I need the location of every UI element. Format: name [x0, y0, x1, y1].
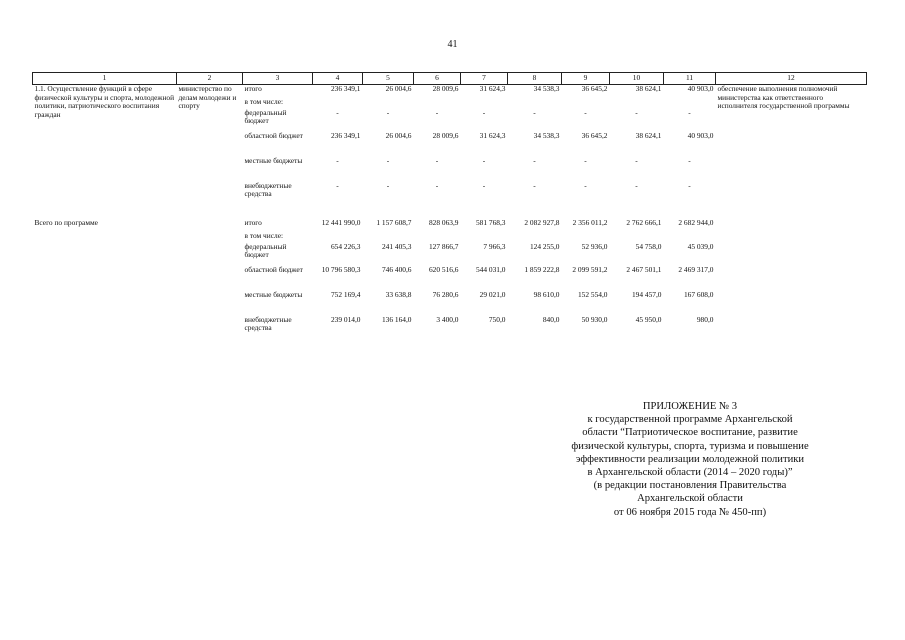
funding-value: 3 400,0: [436, 314, 459, 324]
appendix-line: (в редакции постановления Правительства: [593, 480, 787, 492]
funding-value: 31 624,3: [479, 84, 506, 93]
funding-value: [664, 232, 716, 243]
funding-value: 2 082 927,8: [524, 217, 560, 227]
funding-value: 38 624,1: [635, 130, 662, 140]
funding-value: [508, 232, 562, 243]
funding-value: 38 624,1: [635, 84, 662, 93]
funding-value: [363, 232, 414, 243]
funding-value: 2 469 317,0: [678, 264, 714, 274]
measure-name: Всего по программе: [34, 217, 98, 227]
table-row: [33, 85, 867, 98]
column-header: 1: [33, 73, 177, 85]
appendix-line: физической культуры, спорта, туризма и повышение: [571, 440, 809, 452]
funding-source-label: федеральный бюджет: [244, 241, 287, 260]
funding-value: [610, 98, 664, 109]
block-spacer: [33, 207, 867, 219]
funding-value: -: [533, 180, 536, 190]
funding-value: 828 063,9: [428, 217, 459, 227]
funding-value: 136 164,0: [381, 314, 412, 324]
funding-value: 36 645,2: [581, 130, 608, 140]
funding-value: 33 638,8: [385, 289, 412, 299]
funding-value: 28 009,6: [432, 84, 459, 93]
funding-value: 1 157 608,7: [376, 217, 412, 227]
funding-value: 544 031,0: [475, 264, 506, 274]
funding-value: -: [584, 155, 587, 165]
funding-source-label: местные бюджеты: [244, 155, 303, 165]
funding-value: -: [336, 107, 339, 117]
funding-value: 45 039,0: [687, 241, 714, 251]
funding-value: [508, 98, 562, 109]
funding-source-label: внебюджетные средства: [244, 314, 292, 333]
column-header: 12: [716, 73, 867, 85]
funding-value: 1 859 222,8: [524, 264, 560, 274]
funding-value: -: [584, 107, 587, 117]
expected-result: [716, 219, 867, 341]
funding-value: [363, 98, 414, 109]
column-header: 6: [414, 73, 461, 85]
funding-value: 40 903,0: [687, 130, 714, 140]
funding-value: 76 280,6: [432, 289, 459, 299]
funding-value: -: [482, 180, 486, 190]
funding-value: -: [386, 155, 390, 165]
funding-value: -: [635, 180, 638, 190]
column-header: 4: [313, 73, 363, 85]
funding-source-label: в том числе:: [244, 96, 284, 106]
funding-value: 36 645,2: [581, 84, 608, 93]
funding-value: 98 610,0: [533, 289, 560, 299]
funding-value: -: [336, 155, 339, 165]
column-header: 7: [461, 73, 508, 85]
funding-value: 152 554,0: [577, 289, 608, 299]
funding-value: 167 608,0: [683, 289, 714, 299]
funding-value: 2 356 011,2: [572, 217, 608, 227]
program-funding-table: [32, 72, 867, 341]
funding-value: -: [435, 107, 439, 117]
funding-value: 34 538,3: [533, 130, 560, 140]
funding-value: 236 349,1: [330, 130, 361, 140]
funding-value: 54 758,0: [635, 241, 662, 251]
funding-value: 10 796 580,3: [321, 264, 361, 274]
funding-value: 980,0: [696, 314, 714, 324]
page-number: 41: [447, 39, 458, 50]
column-header: 8: [508, 73, 562, 85]
funding-value: 26 004,6: [385, 84, 412, 93]
funding-value: 127 866,7: [428, 241, 459, 251]
funding-value: [461, 98, 508, 109]
executor-name: [177, 219, 243, 341]
table-body: [33, 85, 867, 341]
column-header: 3: [243, 73, 313, 85]
funding-value: -: [688, 180, 691, 190]
funding-value: [562, 98, 610, 109]
appendix-line: области “Патриотическое воспитание, развитие: [582, 427, 798, 439]
funding-value: [664, 98, 716, 109]
funding-value: [313, 98, 363, 109]
funding-source-label: внебюджетные средства: [244, 180, 292, 199]
funding-value: 31 624,3: [479, 130, 506, 140]
funding-value: -: [635, 107, 638, 117]
funding-value: -: [584, 180, 587, 190]
funding-value: 45 950,0: [635, 314, 662, 324]
funding-value: -: [482, 155, 486, 165]
funding-source-label: областной бюджет: [244, 264, 303, 274]
funding-value: 239 014,0: [330, 314, 361, 324]
funding-value: 12 441 990,0: [321, 217, 361, 227]
funding-source-label: федеральный бюджет: [244, 107, 287, 126]
funding-value: 124 255,0: [529, 241, 560, 251]
spacer-cell: [33, 207, 867, 219]
funding-value: 2 099 591,2: [572, 264, 608, 274]
funding-value: 194 457,0: [631, 289, 662, 299]
funding-value: [313, 232, 363, 243]
funding-value: 40 903,0: [687, 84, 714, 93]
funding-source-label: итого: [244, 217, 262, 227]
funding-value: [562, 232, 610, 243]
appendix-line: Архангельской области: [637, 493, 743, 505]
column-header: 2: [177, 73, 243, 85]
funding-source-label: в том числе:: [244, 230, 284, 240]
funding-value: [414, 98, 461, 109]
column-header: 10: [610, 73, 664, 85]
funding-value: 840,0: [542, 314, 560, 324]
funding-value: -: [435, 155, 439, 165]
funding-value: 7 966,3: [483, 241, 506, 251]
column-header: 11: [664, 73, 716, 85]
funding-value: 50 930,0: [581, 314, 608, 324]
funding-value: -: [482, 107, 486, 117]
funding-value: [610, 232, 664, 243]
funding-value: -: [386, 180, 390, 190]
funding-value: 752 169,4: [330, 289, 361, 299]
funding-value: -: [688, 155, 691, 165]
funding-value: 654 226,3: [330, 241, 361, 251]
appendix-line: к государственной программе Архангельской: [587, 414, 793, 426]
funding-value: 746 400,6: [381, 264, 412, 274]
funding-value: 34 538,3: [533, 84, 560, 93]
appendix-line: от 06 ноября 2015 года № 450-пп): [613, 506, 767, 518]
funding-value: 2 762 666,1: [626, 217, 662, 227]
funding-value: 52 936,0: [581, 241, 608, 251]
funding-source-label: местные бюджеты: [244, 289, 303, 299]
funding-source-label: итого: [244, 84, 262, 93]
column-number-row: [33, 73, 867, 85]
column-header: 5: [363, 73, 414, 85]
table-row: [33, 219, 867, 232]
column-header: 9: [562, 73, 610, 85]
funding-value: 581 768,3: [475, 217, 506, 227]
funding-value: -: [533, 107, 536, 117]
funding-value: 236 349,1: [330, 84, 361, 93]
funding-source-label: областной бюджет: [244, 130, 303, 140]
executor-name: министерство по делам молодежи и спорту: [178, 84, 237, 111]
expected-result: обеспечение выполнения полномочий министерства как ответственного исполнителя государственной программы: [717, 84, 850, 111]
funding-value: 750,0: [488, 314, 506, 324]
funding-value: 241 405,3: [381, 241, 412, 251]
funding-value: 29 021,0: [479, 289, 506, 299]
appendix-note: [545, 400, 835, 519]
appendix-line: в Архангельской области (2014 – 2020 годы)”: [587, 467, 793, 479]
funding-value: 28 009,6: [432, 130, 459, 140]
measure-name: 1.1. Осуществление функций в сфере физической культуры и спорта, молодежной политики, патриотического воспитания граждан: [34, 84, 175, 119]
funding-value: -: [386, 107, 390, 117]
funding-value: 620 516,6: [428, 264, 459, 274]
funding-value: 26 004,6: [385, 130, 412, 140]
funding-value: -: [688, 107, 691, 117]
funding-value: [461, 232, 508, 243]
funding-value: -: [533, 155, 536, 165]
funding-value: 2 467 501,1: [626, 264, 662, 274]
appendix-line: эффективности реализации молодежной политики: [575, 453, 805, 465]
funding-value: -: [635, 155, 638, 165]
funding-value: 2 682 944,0: [678, 217, 714, 227]
funding-value: -: [435, 180, 439, 190]
appendix-title: ПРИЛОЖЕНИЕ № 3: [642, 401, 738, 412]
funding-value: [414, 232, 461, 243]
funding-value: -: [336, 180, 339, 190]
